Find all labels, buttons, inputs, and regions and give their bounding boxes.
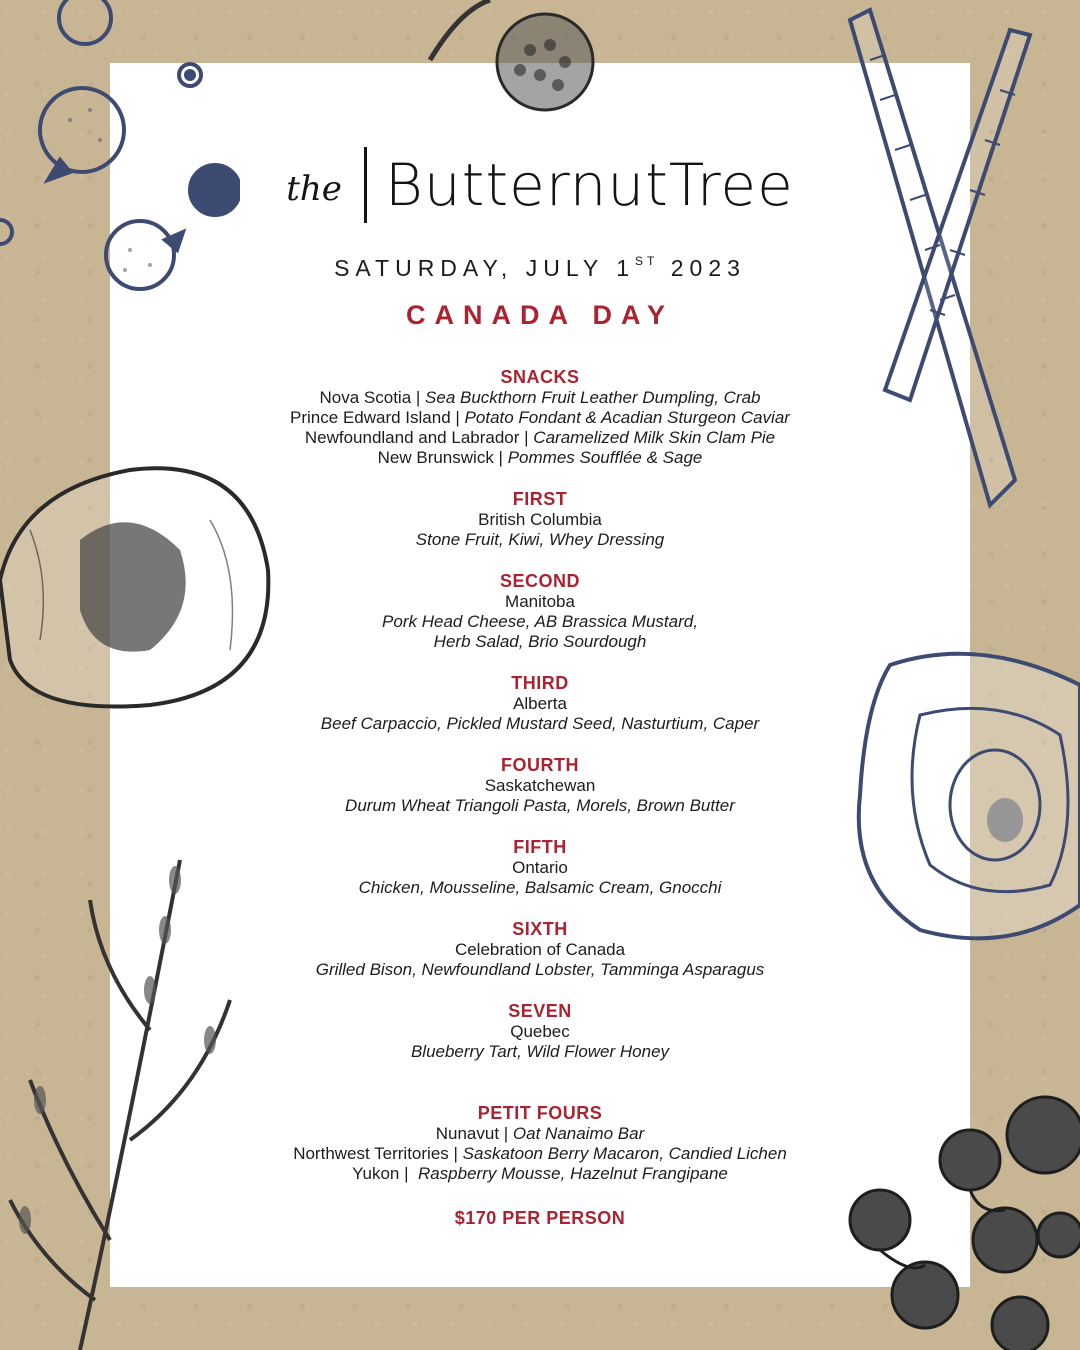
course-petit-fours: [140, 1102, 940, 1184]
dish: Caramelized Milk Skin Clam Pie: [533, 428, 776, 447]
dish: Saskatoon Berry Macaron, Candied Lichen: [462, 1144, 787, 1163]
region: Yukon: [352, 1164, 400, 1183]
menu-item: [140, 1164, 940, 1184]
menu-item: [140, 448, 940, 468]
date-year: 2023: [670, 255, 746, 281]
dish: Oat Nanaimo Bar: [512, 1124, 645, 1143]
date-suffix: ST: [635, 254, 659, 268]
region: Saskatchewan: [484, 776, 596, 795]
event-date: [0, 254, 1080, 282]
logo-name: ButternutTree: [384, 151, 794, 219]
course-snacks: [140, 366, 940, 468]
course-third: [140, 672, 940, 734]
separator: |: [448, 1144, 463, 1163]
menu-list: [140, 366, 940, 1228]
course-title: SEVEN: [508, 1001, 572, 1021]
logo-prefix: the: [286, 169, 342, 209]
separator: |: [450, 408, 465, 427]
course-second: [140, 570, 940, 652]
course-title: SECOND: [499, 571, 580, 591]
region: Ontario: [512, 858, 568, 877]
dish: Herb Salad, Brio Sourdough: [433, 632, 647, 651]
course-title: FOURTH: [501, 755, 579, 775]
course-title: SNACKS: [500, 367, 580, 387]
dish: Beef Carpaccio, Pickled Mustard Seed, Nasturtium, Caper: [320, 714, 760, 733]
course-seven: [140, 1000, 940, 1062]
dish: Potato Fondant & Acadian Sturgeon Caviar: [464, 408, 790, 427]
course-first: [140, 488, 940, 550]
course-title: THIRD: [511, 673, 569, 693]
course-title: FIRST: [512, 489, 568, 509]
course-fifth: [140, 836, 940, 898]
dish: Sea Buckthorn Fruit Leather Dumpling, Crab: [425, 388, 761, 407]
restaurant-logo: [0, 140, 1080, 230]
separator: |: [519, 428, 534, 447]
date-main: SATURDAY, JULY 1: [334, 255, 636, 281]
course-title: SIXTH: [512, 919, 568, 939]
region: Celebration of Canada: [454, 940, 626, 959]
region: Prince Edward Island: [290, 408, 451, 427]
dish: Pommes Soufflée & Sage: [507, 448, 703, 467]
separator: |: [499, 1124, 513, 1143]
separator: |: [411, 388, 426, 407]
region: Quebec: [510, 1022, 570, 1041]
dish: Blueberry Tart, Wild Flower Honey: [410, 1042, 670, 1061]
menu-item: [140, 1124, 940, 1144]
region: New Brunswick: [377, 448, 494, 467]
menu-item: [140, 428, 940, 448]
dish: Pork Head Cheese, AB Brassica Mustard,: [382, 612, 698, 631]
dish: Raspberry Mousse, Hazelnut Frangipane: [417, 1164, 728, 1183]
dish: Grilled Bison, Newfoundland Lobster, Tamminga Asparagus: [315, 960, 765, 979]
region: Newfoundland and Labrador: [304, 428, 520, 447]
separator: |: [399, 1164, 418, 1183]
price-per-person: $170 PER PERSON: [454, 1208, 626, 1228]
dish: Chicken, Mousseline, Balsamic Cream, Gnocchi: [358, 878, 722, 897]
menu-item: [140, 1144, 940, 1164]
region: Northwest Territories: [293, 1144, 449, 1163]
menu-item: [140, 388, 940, 408]
region: Nunavut: [435, 1124, 500, 1143]
course-fourth: [140, 754, 940, 816]
region: Nova Scotia: [319, 388, 412, 407]
region: Manitoba: [505, 592, 575, 611]
region: British Columbia: [478, 510, 602, 529]
region: Alberta: [513, 694, 567, 713]
course-sixth: [140, 918, 940, 980]
course-title: FIFTH: [513, 837, 567, 857]
course-title: PETIT FOURS: [477, 1103, 603, 1123]
dish: Durum Wheat Triangoli Pasta, Morels, Brown Butter: [345, 796, 735, 815]
separator: |: [493, 448, 508, 467]
logo-divider: [364, 147, 367, 223]
event-title: CANADA DAY: [405, 300, 675, 330]
menu-item: [140, 408, 940, 428]
dish: Stone Fruit, Kiwi, Whey Dressing: [415, 530, 665, 549]
